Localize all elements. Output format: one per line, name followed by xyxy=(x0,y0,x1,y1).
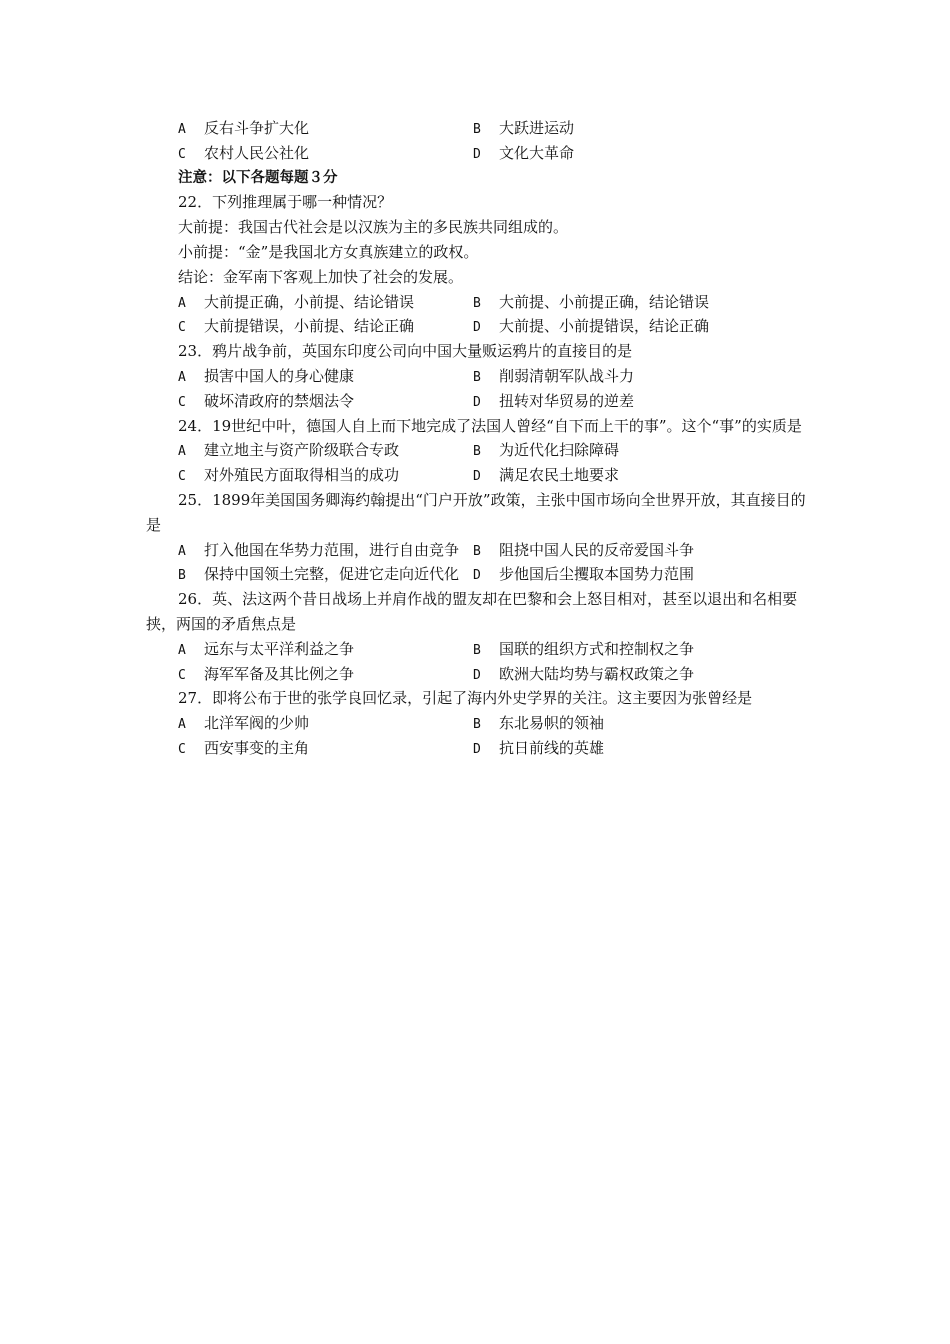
option-text: 为近代化扫除障碍 xyxy=(499,441,620,460)
option-text: 扭转对华贸易的逆差 xyxy=(499,391,635,410)
option xyxy=(178,562,473,589)
option-text: 满足农民土地要求 xyxy=(499,466,620,485)
option xyxy=(178,711,473,738)
option xyxy=(473,364,634,391)
option-row xyxy=(146,141,816,166)
option-row xyxy=(146,662,816,687)
option-text: 步他国后尘攫取本国势力范围 xyxy=(499,565,695,584)
option-letter: C xyxy=(178,394,186,410)
option-text: 打入他国在华势力范围，进行自由竞争 xyxy=(204,540,460,559)
option xyxy=(178,116,473,143)
option-letter: B xyxy=(473,369,481,385)
option-letter: B xyxy=(473,295,481,311)
option-text: 削弱清朝军队战斗力 xyxy=(499,366,635,385)
option-text: 大前提、小前提正确，结论错误 xyxy=(499,292,710,311)
option-text: 文化大革命 xyxy=(499,143,575,162)
option-letter: B xyxy=(473,642,481,658)
option-text: 大跃进运动 xyxy=(499,119,575,137)
option xyxy=(473,314,709,341)
statement-line: 小前提：“金”是我国北方女真族建立的政权。 xyxy=(178,242,479,261)
option-letter: D xyxy=(473,146,481,162)
option-letter: C xyxy=(178,667,186,683)
option-text: 大前提正确，小前提、结论错误 xyxy=(204,292,415,311)
option xyxy=(473,562,694,589)
option-letter: D xyxy=(473,741,481,757)
option-row xyxy=(146,364,816,389)
option-text: 保持中国领土完整，促进它走向近代化 xyxy=(204,565,460,584)
option-text: 阻挠中国人民的反帝爱国斗争 xyxy=(499,540,695,559)
option-text: 抗日前线的英雄 xyxy=(499,738,605,757)
option-letter: A xyxy=(178,122,186,137)
option-row xyxy=(146,290,816,315)
option xyxy=(178,463,473,490)
option-letter: C xyxy=(178,741,186,757)
option-letter: A xyxy=(178,543,186,559)
option-row xyxy=(146,116,816,141)
option-letter: A xyxy=(178,369,186,385)
option xyxy=(178,290,473,317)
option-text: 远东与太平洋利益之争 xyxy=(204,639,355,658)
option-text: 建立地主与资产阶级联合专政 xyxy=(204,441,400,460)
option-text: 农村人民公社化 xyxy=(204,143,310,162)
option-row xyxy=(146,463,816,488)
option-text: 反右斗争扩大化 xyxy=(204,119,310,137)
option xyxy=(473,637,694,664)
option-text: 国联的组织方式和控制权之争 xyxy=(499,639,695,658)
option xyxy=(473,463,619,490)
option xyxy=(178,364,473,391)
option-text: 北洋军阀的少帅 xyxy=(204,714,310,733)
option-letter: D xyxy=(473,568,481,584)
option xyxy=(473,711,604,738)
option-letter: B xyxy=(178,568,186,584)
option-letter: D xyxy=(473,667,481,683)
question-stem: 23．鸦片战争前，英国东印度公司向中国大量贩运鸦片的直接目的是 xyxy=(178,342,633,361)
option-letter: D xyxy=(473,320,481,336)
option-row xyxy=(146,314,816,339)
option-text: 东北易帜的领袖 xyxy=(499,714,605,733)
option-text: 大前提、小前提错误，结论正确 xyxy=(499,317,710,336)
option xyxy=(178,538,473,565)
question-stem: 22．下列推理属于哪一种情况？ xyxy=(178,193,393,212)
scoring-note: 注意：以下各题每题３分 xyxy=(178,169,338,186)
option-row xyxy=(146,637,816,662)
option xyxy=(178,314,473,341)
option-letter: C xyxy=(178,146,186,162)
option-text: 西安事变的主角 xyxy=(204,738,310,757)
option-text: 海军军备及其比例之争 xyxy=(204,664,355,683)
option-letter: C xyxy=(178,469,186,485)
option-letter: C xyxy=(178,320,186,336)
statement-line: 结论：金军南下客观上加快了社会的发展。 xyxy=(178,267,464,286)
question-stem: 26．英、法这两个昔日战场上并肩作战的盟友却在巴黎和会上怒目相对，甚至以退出和名相要挟，两国的矛盾焦点是 xyxy=(146,590,798,633)
option-letter: B xyxy=(473,122,481,137)
question-stem: 27．即将公布于世的张学良回忆录，引起了海内外史学界的关注。这主要因为张曾经是 xyxy=(178,689,753,708)
option xyxy=(178,389,473,416)
option-row xyxy=(146,736,816,761)
option xyxy=(473,116,574,143)
option xyxy=(178,141,473,168)
question-stem: 24．19世纪中叶，德国人自上而下地完成了法国人曾经“自下而上干的事”。这个“事”的实质是 xyxy=(178,416,802,435)
option-row xyxy=(146,562,816,587)
option-letter: A xyxy=(178,295,186,311)
option xyxy=(178,662,473,689)
option xyxy=(178,438,473,465)
option-letter: A xyxy=(178,642,186,658)
question-stem: 25．1899年美国国务卿海约翰提出“门户开放”政策，主张中国市场向全世界开放，其直接目的是 xyxy=(146,490,806,534)
option-letter: A xyxy=(178,444,186,460)
option-row xyxy=(146,438,816,463)
option xyxy=(473,438,619,465)
option-row xyxy=(146,538,816,563)
option-text: 欧洲大陆均势与霸权政策之争 xyxy=(499,664,695,683)
option xyxy=(473,290,709,317)
option-row xyxy=(146,711,816,736)
option-text: 对外殖民方面取得相当的成功 xyxy=(204,466,400,485)
option xyxy=(178,637,473,664)
option-letter: B xyxy=(473,543,481,559)
option xyxy=(473,538,694,565)
option xyxy=(473,736,604,763)
option-text: 损害中国人的身心健康 xyxy=(204,366,355,385)
option-row xyxy=(146,389,816,414)
option-letter: D xyxy=(473,469,481,485)
option xyxy=(473,389,634,416)
statement-line: 大前提：我国古代社会是以汉族为主的多民族共同组成的。 xyxy=(178,218,569,237)
option xyxy=(473,141,574,168)
option-letter: B xyxy=(473,717,481,733)
option-text: 大前提错误，小前提、结论正确 xyxy=(204,317,415,336)
option-letter: A xyxy=(178,717,186,733)
option-letter: D xyxy=(473,394,481,410)
option-text: 破坏清政府的禁烟法令 xyxy=(204,391,355,410)
exam-content xyxy=(146,116,816,761)
option xyxy=(178,736,473,763)
option xyxy=(473,662,694,689)
option-letter: B xyxy=(473,444,481,460)
